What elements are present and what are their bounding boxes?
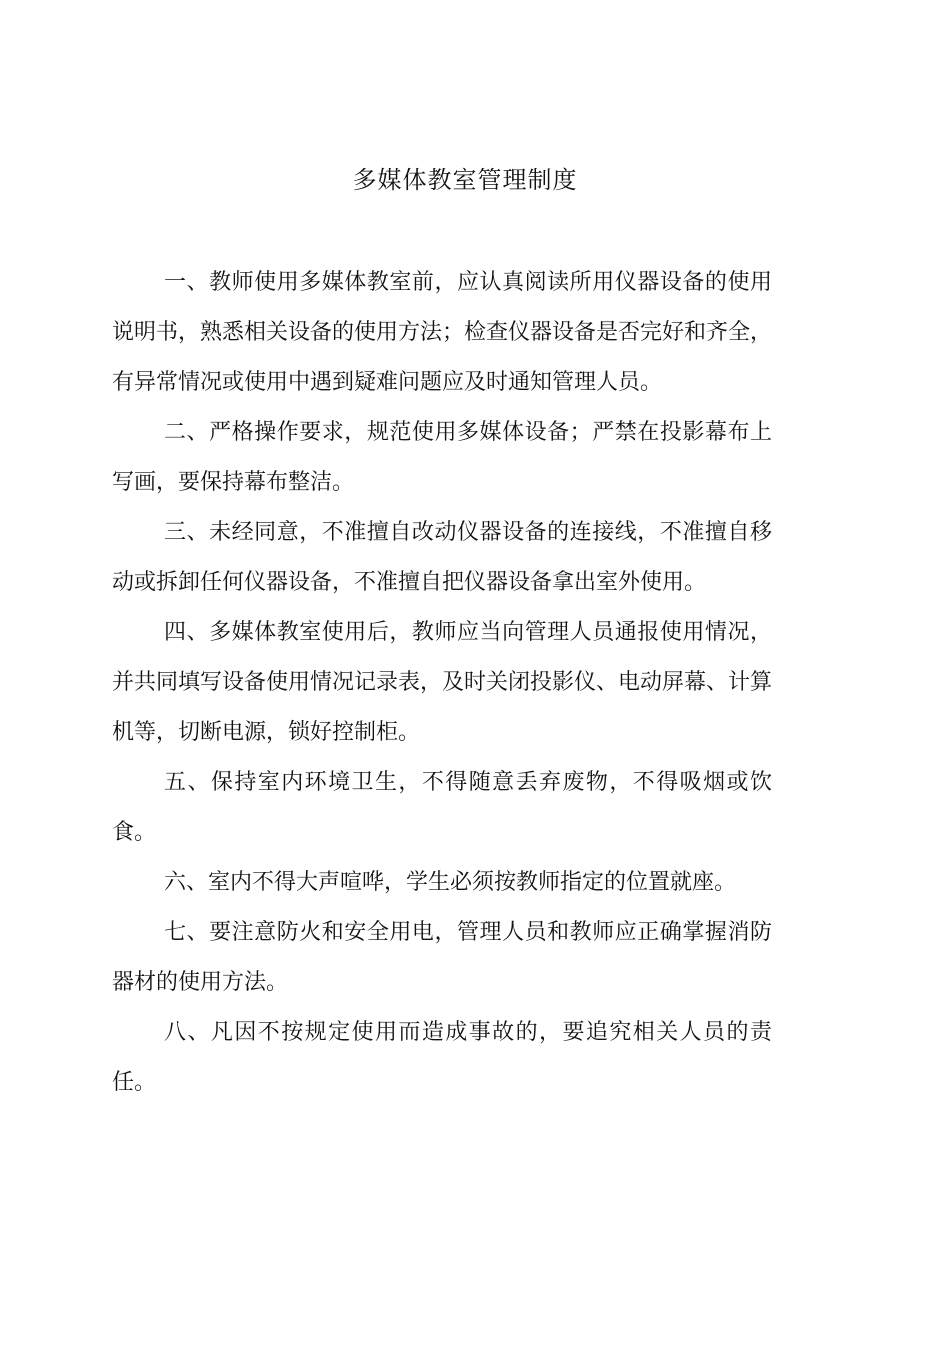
rule-paragraph-2: 二、严格操作要求，规范使用多媒体设备；严禁在投影幕布上写画，要保持幕布整洁。 xyxy=(112,420,772,495)
rule-paragraph-8: 八、凡因不按规定使用而造成事故的，要追究相关人员的责任。 xyxy=(112,1020,772,1095)
rule-paragraph-1: 一、教师使用多媒体教室前，应认真阅读所用仪器设备的使用说明书，熟悉相关设备的使用方法；检查仪器设备是否完好和齐全，有异常情况或使用中遇到疑难问题应及时通知管理人员。 xyxy=(112,270,773,395)
rule-paragraph-3: 三、未经同意，不准擅自改动仪器设备的连接线，不准擅自移动或拆卸任何仪器设备，不准擅自把仪器设备拿出室外使用。 xyxy=(112,520,772,595)
rule-paragraph-7: 七、要注意防火和安全用电，管理人员和教师应正确掌握消防器材的使用方法。 xyxy=(112,920,772,995)
document-title: 多媒体教室管理制度 xyxy=(352,166,578,194)
rule-paragraph-6: 六、室内不得大声喧哗，学生必须按教师指定的位置就座。 xyxy=(164,870,737,895)
rule-paragraph-4: 四、多媒体教室使用后，教师应当向管理人员通报使用情况，并共同填写设备使用情况记录表，及时关闭投影仪、电动屏幕、计算机等，切断电源，锁好控制柜。 xyxy=(112,620,773,745)
rule-paragraph-5: 五、保持室内环境卫生，不得随意丢弃废物，不得吸烟或饮食。 xyxy=(112,770,772,845)
document-body xyxy=(112,258,772,1108)
